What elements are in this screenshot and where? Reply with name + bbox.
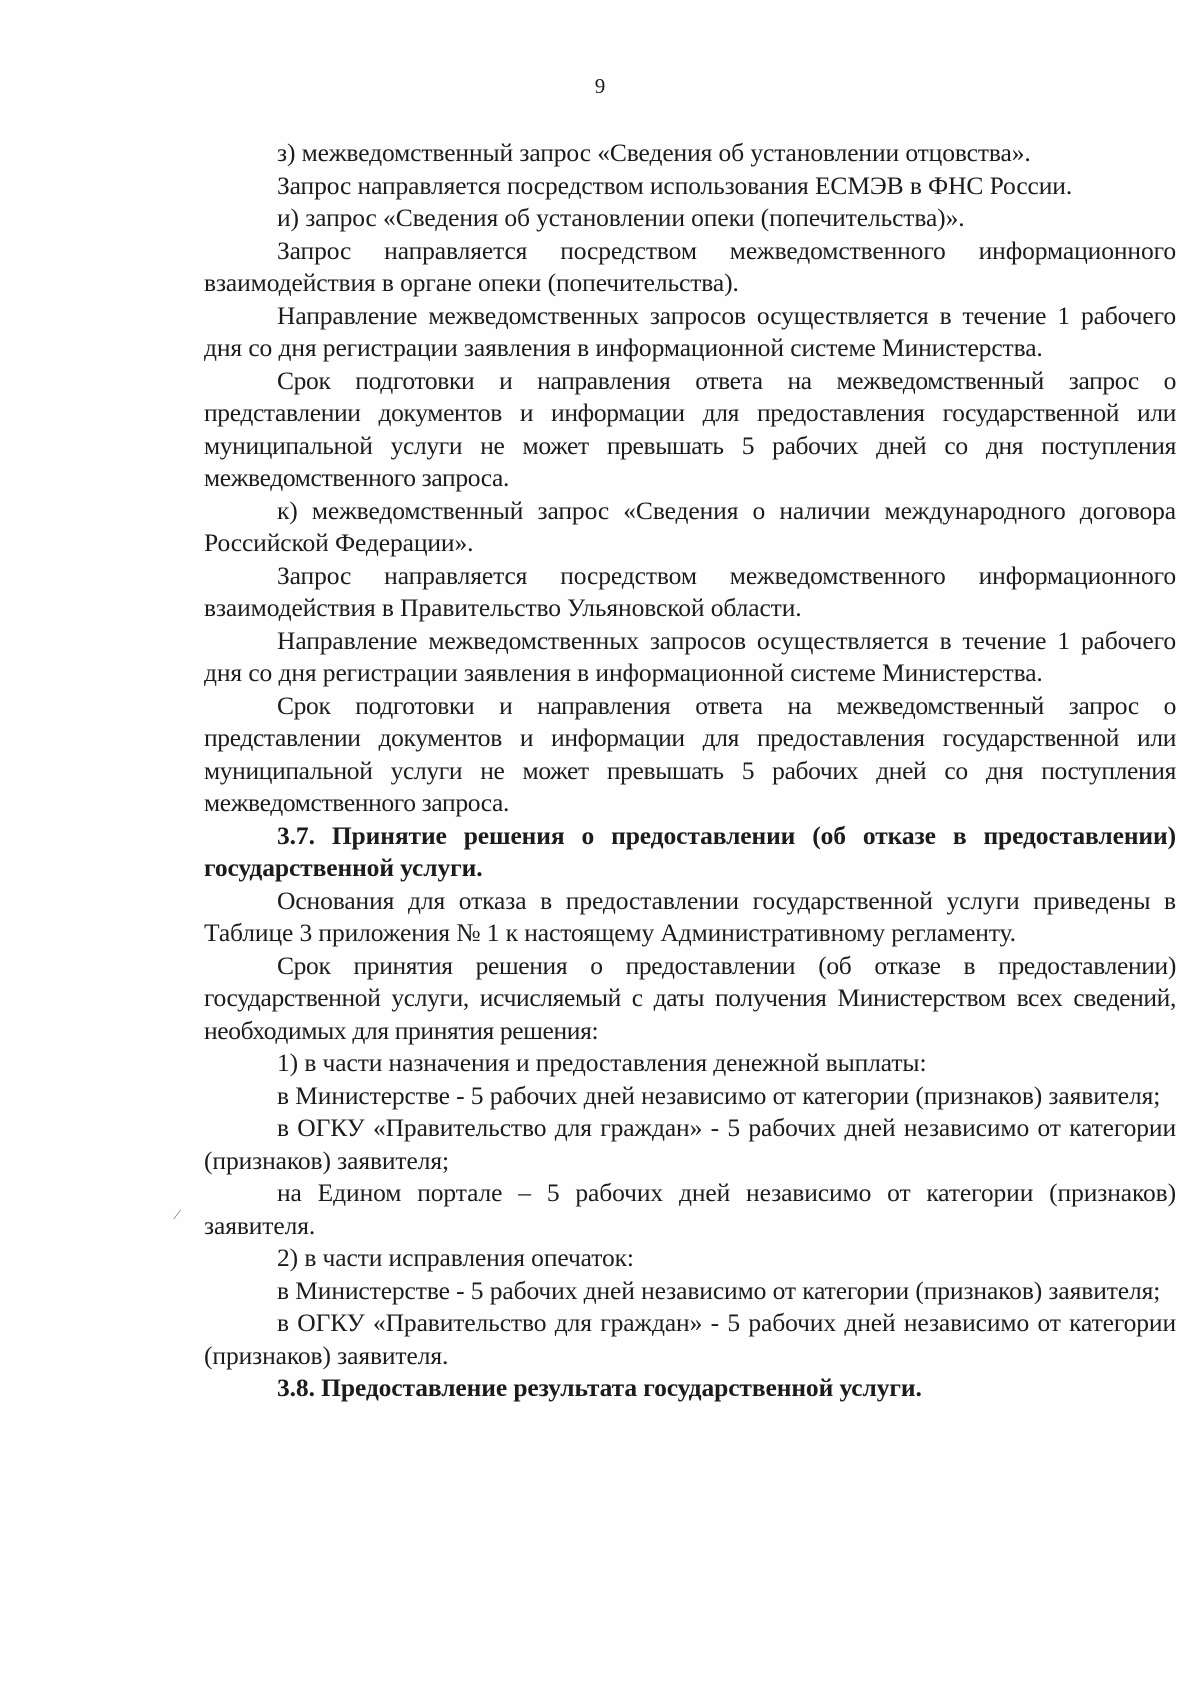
paragraph-typo-part: 2) в части исправления опечаток: — [277, 1243, 634, 1272]
paragraph-refusal-grounds: Основания для отказа в предоставлении государственной услуги приведены в Таблице 3 приложения № 1 к настоящему Административному регламенту. — [204, 885, 1176, 947]
section-heading-3-8: 3.8. Предоставление результата государственной услуги. — [277, 1373, 922, 1402]
paragraph-portal-deadline: на Едином портале – 5 рабочих дней независимо от категории (признаков) заявителя. — [204, 1178, 1176, 1240]
paragraph-requests-timing: Направление межведомственных запросов осуществляется в течение 1 рабочего дня со дня регистрации заявления в информационной системе Министерства. — [204, 300, 1176, 362]
paragraph-item-k: к) межведомственный запрос «Сведения о наличии международного договора Российской Федерации». — [204, 495, 1176, 557]
page-number: 9 — [594, 74, 606, 98]
paragraph-payment-part: 1) в части назначения и предоставления денежной выплаты: — [277, 1048, 927, 1077]
paragraph-item-z: з) межведомственный запрос «Сведения об установлении отцовства». — [277, 138, 1031, 167]
paragraph-decision-deadline: Срок принятия решения о предоставлении (об отказе в предоставлении) государственной услуги, исчисляемый с даты получения Министерством всех сведений, необходимых для принятия решения: — [204, 950, 1176, 1045]
paragraph-response-deadline-2: Срок подготовки и направления ответа на межведомственный запрос о представлении документов и информации для предоставления государственной или муниципальной услуги не может превышать 5 рабочих дней со дня поступления межведомственного запроса. — [204, 690, 1176, 817]
section-heading-3-7: 3.7. Принятие решения о предоставлении (об отказе в предоставлении) государственной услуги. — [204, 820, 1176, 882]
paragraph-request-fns: Запрос направляется посредством использования ЕСМЭВ в ФНС России. — [277, 170, 1073, 200]
document-body — [204, 137, 1176, 1405]
paragraph-ministry-deadline-2: в Министерстве - 5 рабочих дней независимо от категории (признаков) заявителя; — [277, 1275, 1161, 1305]
paragraph-item-i: и) запрос «Сведения об установлении опеки (попечительства)». — [277, 203, 965, 232]
paragraph-ministry-deadline: в Министерстве - 5 рабочих дней независимо от категории (признаков) заявителя; — [277, 1080, 1161, 1110]
scan-artifact-mark: ⁄ — [176, 1208, 179, 1223]
paragraph-ogku-deadline: в ОГКУ «Правительство для граждан» - 5 рабочих дней независимо от категории (признаков) заявителя; — [204, 1113, 1176, 1175]
paragraph-ogku-deadline-2: в ОГКУ «Правительство для граждан» - 5 рабочих дней независимо от категории (признаков) заявителя. — [204, 1308, 1176, 1370]
paragraph-response-deadline: Срок подготовки и направления ответа на межведомственный запрос о представлении документов и информации для предоставления государственной или муниципальной услуги не может превышать 5 рабочих дней со дня поступления межведомственного запроса. — [204, 365, 1176, 492]
paragraph-requests-timing-2: Направление межведомственных запросов осуществляется в течение 1 рабочего дня со дня регистрации заявления в информационной системе Министерства. — [204, 625, 1176, 687]
paragraph-request-guardianship: Запрос направляется посредством межведомственного информационного взаимодействия в органе опеки (попечительства). — [204, 235, 1176, 297]
paragraph-request-government: Запрос направляется посредством межведомственного информационного взаимодействия в Правительство Ульяновской области. — [204, 560, 1176, 622]
